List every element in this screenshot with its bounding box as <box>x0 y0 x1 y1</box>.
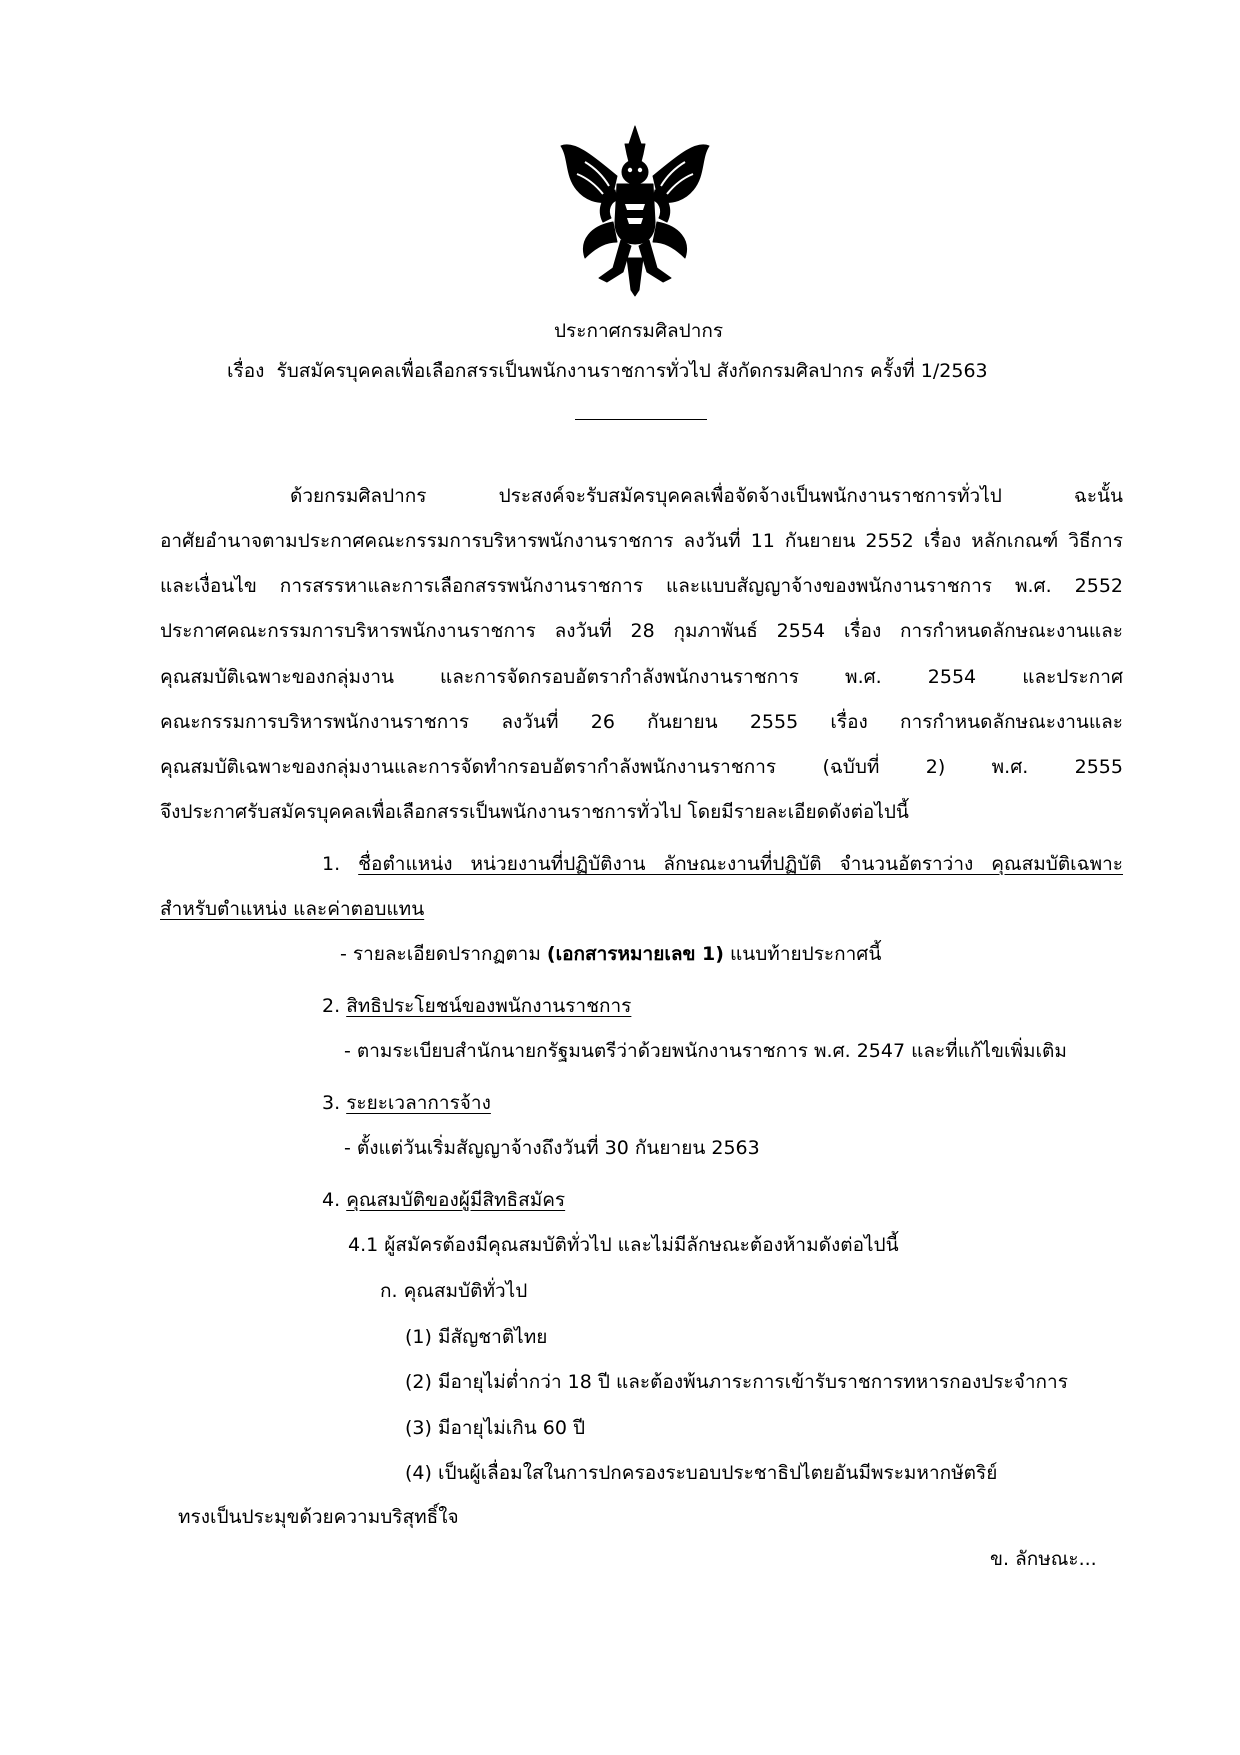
section-3-heading <box>322 1094 491 1113</box>
intro-line-8: จึงประกาศรับสมัครบุคคลเพื่อเลือกสรรเป็นพนักงานราชการทั่วไป โดยมีรายละเอียดดังต่อไปนี้ <box>160 801 909 823</box>
section-1-title-line-2: สำหรับตำแหน่ง และค่าตอบแทน <box>160 898 425 920</box>
section-4-heading <box>322 1191 565 1210</box>
intro-line-4: ประกาศคณะกรรมการบริหารพนักงานราชการ ลงวันที่ 28 กุมภาพันธ์ 2554 เรื่อง การกำหนดลักษณะงานและ <box>160 620 1123 642</box>
section-3-detail: - ตั้งแต่วันเริ่มสัญญาจ้างถึงวันที่ 30 กันยายน 2563 <box>344 1137 760 1159</box>
section-1-detail-suffix: แนบท้ายประกาศนี้ <box>723 943 882 965</box>
section-2-heading <box>322 997 631 1016</box>
section-3-title: ระยะเวลาการจ้าง <box>346 1092 491 1114</box>
qualification-item-3: (3) มีอายุไม่เกิน 60 ปี <box>405 1417 586 1439</box>
section-1-number: 1. <box>322 853 341 875</box>
section-2-detail: - ตามระเบียบสำนักนายกรัฐมนตรีว่าด้วยพนักงานราชการ พ.ศ. 2547 และที่แก้ไขเพิ่มเติม <box>344 1040 1067 1062</box>
qualification-item-4-continuation: ทรงเป็นประมุขด้วยความบริสุทธิ์ใจ <box>178 1506 459 1528</box>
intro-line-1: ด้วยกรมศิลปากร ประสงค์จะรับสมัครบุคคลเพื่อจัดจ้างเป็นพนักงานราชการทั่วไป ฉะนั้น <box>290 485 1123 507</box>
qualification-item-1: (1) มีสัญชาติไทย <box>405 1326 548 1348</box>
section-1-detail-prefix: - รายละเอียดปรากฏตาม <box>340 943 547 965</box>
intro-line-2: อาศัยอำนาจตามประกาศคณะกรรมการบริหารพนักงานราชการ ลงวันที่ 11 กันยายน 2552 เรื่อง หลักเกณฑ์ วิธีการ <box>160 530 1123 552</box>
qualification-item-4: (4) เป็นผู้เลื่อมใสในการปกครองระบอบประชาธิปไตยอันมีพระมหากษัตริย์ <box>405 1462 998 1484</box>
org-title: ประกาศกรมศิลปากร <box>554 320 724 342</box>
intro-line-7: คุณสมบัติเฉพาะของกลุ่มงานและการจัดทำกรอบอัตรากำลังพนักงานราชการ (ฉบับที่ 2) พ.ศ. 2555 <box>160 756 1123 778</box>
intro-line-6: คณะกรรมการบริหารพนักงานราชการ ลงวันที่ 26 กันยายน 2555 เรื่อง การกำหนดลักษณะงานและ <box>160 711 1123 733</box>
section-3-number: 3. <box>322 1092 341 1114</box>
subject-label: เรื่อง <box>227 360 265 382</box>
section-1-detail-reference: (เอกสารหมายเลข 1) <box>546 943 724 965</box>
section-1-title-line-1: ชื่อตำแหน่ง หน่วยงานที่ปฏิบัติงาน ลักษณะงานที่ปฏิบัติ จำนวนอัตราว่าง คุณสมบัติเฉพาะ <box>358 853 1123 875</box>
subject-text: รับสมัครบุคคลเพื่อเลือกสรรเป็นพนักงานราชการทั่วไป สังกัดกรมศิลปากร ครั้งที่ 1/2563 <box>276 360 988 382</box>
title-divider <box>575 419 707 420</box>
intro-line-5: คุณสมบัติเฉพาะของกลุ่มงาน และการจัดกรอบอัตรากำลังพนักงานราชการ พ.ศ. 2554 และประกาศ <box>160 666 1123 688</box>
page-continuation: ข. ลักษณะ... <box>990 1548 1097 1570</box>
garuda-emblem <box>555 118 715 298</box>
section-4-number: 4. <box>322 1189 341 1211</box>
section-4-1-a: ก. คุณสมบัติทั่วไป <box>380 1280 528 1302</box>
section-2-title: สิทธิประโยชน์ของพนักงานราชการ <box>346 995 632 1017</box>
section-2-number: 2. <box>322 995 341 1017</box>
section-1-detail <box>340 945 881 964</box>
intro-line-3: และเงื่อนไข การสรรหาและการเลือกสรรพนักงานราชการ และแบบสัญญาจ้างของพนักงานราชการ พ.ศ. 2552 <box>160 575 1123 597</box>
subject-line <box>227 362 988 381</box>
qualification-item-2: (2) มีอายุไม่ต่ำกว่า 18 ปี และต้องพ้นภาระการเข้ารับราชการทหารกองประจำการ <box>405 1371 1068 1393</box>
section-4-title: คุณสมบัติของผู้มีสิทธิสมัคร <box>346 1189 566 1211</box>
section-1-heading <box>322 855 1123 874</box>
section-4-1: 4.1 ผู้สมัครต้องมีคุณสมบัติทั่วไป และไม่มีลักษณะต้องห้ามดังต่อไปนี้ <box>348 1234 899 1256</box>
